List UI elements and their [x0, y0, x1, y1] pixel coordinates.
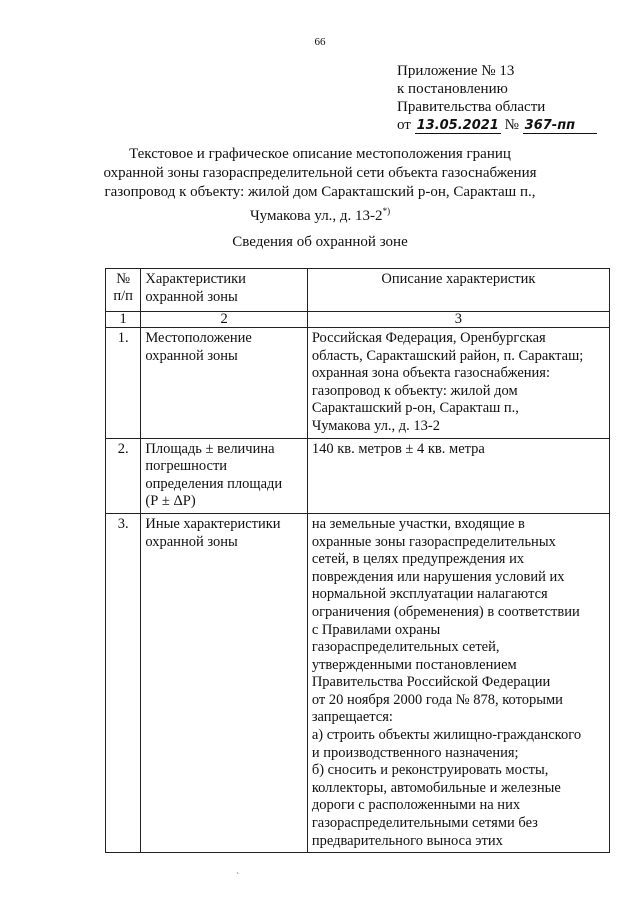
- number-prefix: №: [504, 117, 519, 133]
- title-line: Текстовое и графическое описание местоположения границ: [129, 146, 511, 162]
- index-cell: 1: [106, 312, 141, 328]
- row-name: Местоположение охранной зоны: [141, 328, 307, 439]
- appendix-date-line: [397, 116, 627, 134]
- handwritten-date: 13.05.2021: [416, 118, 499, 133]
- title-line-text: Чумакова ул., д. 13-2: [249, 208, 383, 224]
- header-description: Описание характеристик: [307, 269, 609, 312]
- row-number: 1.: [106, 328, 141, 439]
- row-description: Российская Федерация, Оренбургская область, Саракташский район, п. Саракташ; охранная зона объекта газоснабжения: газопровод к объекту: жилой дом Саракташский р-он, Саракташ п., Чумакова ул., д. 13-2: [307, 328, 609, 439]
- table-row: [106, 438, 610, 513]
- handwritten-number: 367-пп: [523, 118, 597, 134]
- row-description: на земельные участки, входящие в охранные зоны газораспределительных сетей, в целях предупреждения их повреждения или нарушения условий их нормальной эксплуатации налагаются ограничения (обременения) в соответствии с Правилами охраны газораспределительных сетей, утвержденными постановлением Правительства Российской Федерации от 20 ноября 2000 года № 878, которыми запрещается: а) строить объекты жилищно-гражданского и производственного назначения; б) сносить и реконструировать мосты, коллекторы, автомобильные и железные дороги с расположенными на них газораспределительными сетями без предварительного выноса этих: [307, 513, 609, 852]
- table-row: [106, 513, 610, 852]
- scan-mark: `: [236, 872, 240, 883]
- table-header-row: [106, 269, 610, 312]
- appendix-line: к постановлению: [397, 81, 508, 97]
- table-index-row: [106, 312, 610, 328]
- index-cell: 2: [141, 312, 307, 328]
- header-characteristics: Характеристики охранной зоны: [141, 269, 307, 312]
- appendix-line: Правительства области: [397, 99, 546, 115]
- title-line: охранной зоны газораспределительной сети объекта газоснабжения: [103, 165, 537, 181]
- appendix-block: [397, 62, 627, 134]
- date-prefix: от: [397, 117, 411, 133]
- row-name: Площадь ± величина погрешности определения площади (Р ± ΔР): [141, 438, 307, 513]
- header-number: № п/п: [106, 269, 141, 312]
- index-cell: 3: [307, 312, 609, 328]
- row-description: 140 кв. метров ± 4 кв. метра: [307, 438, 609, 513]
- protection-zone-table: [105, 268, 610, 853]
- row-number: 2.: [106, 438, 141, 513]
- title-line: газопровод к объекту: жилой дом Саракташский р-он, Саракташ п.,: [104, 184, 536, 200]
- title-line: [80, 202, 560, 226]
- appendix-line: Приложение № 13: [397, 63, 515, 79]
- row-number: 3.: [106, 513, 141, 852]
- document-title: [80, 145, 560, 226]
- table-row: [106, 328, 610, 439]
- section-subtitle: Сведения об охранной зоне: [232, 234, 408, 250]
- page-number: 66: [314, 36, 326, 48]
- row-name: Иные характеристики охранной зоны: [141, 513, 307, 852]
- footnote-mark: *): [382, 206, 391, 216]
